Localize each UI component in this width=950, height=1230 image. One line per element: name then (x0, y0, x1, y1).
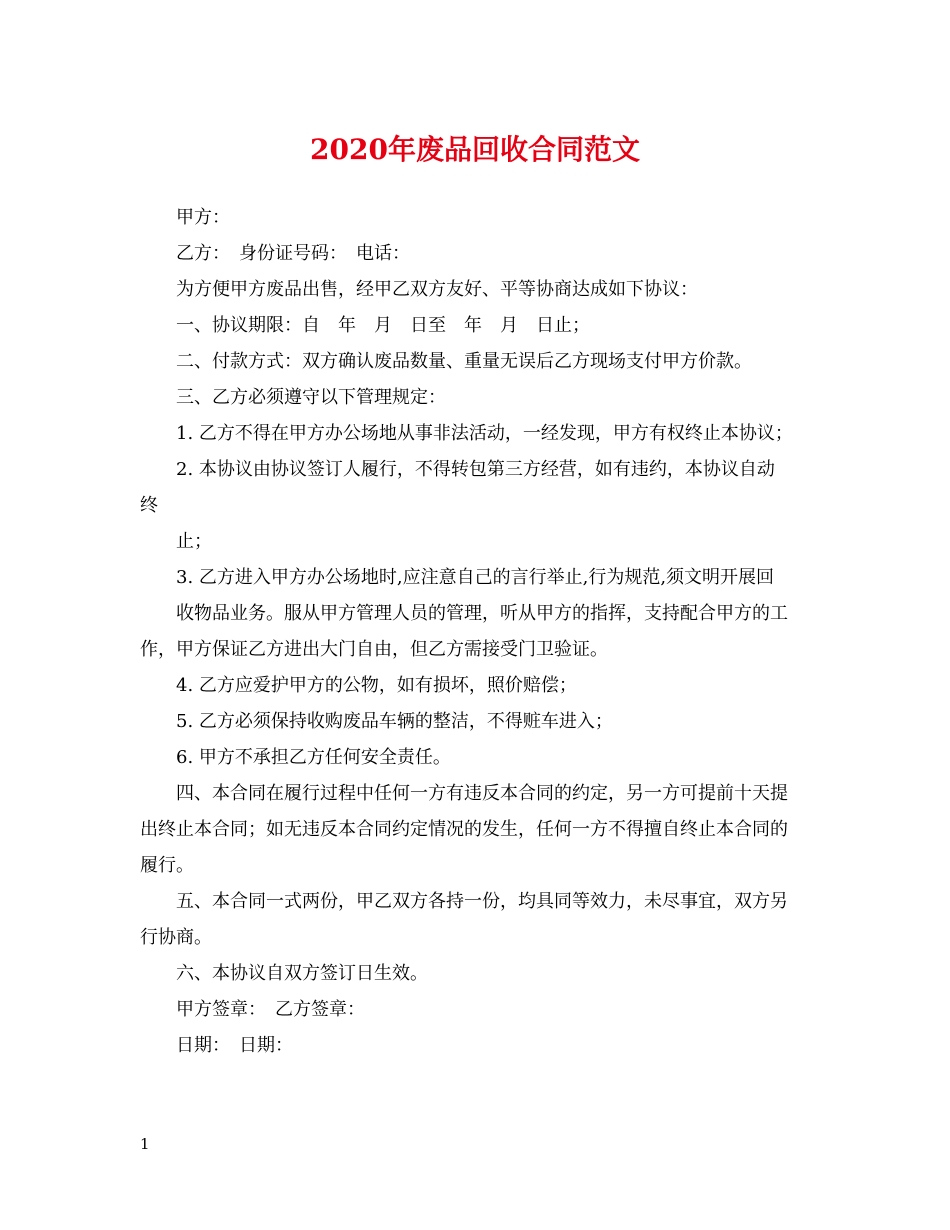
text-line: 甲方： (176, 207, 230, 228)
text-line: 3. 乙方进入甲方办公场地时,应注意自己的言行举止,行为规范,须文明开展回 (176, 567, 775, 588)
text-line: 六、本协议自双方签订日生效。 (176, 963, 428, 984)
page-number: 1 (140, 1135, 150, 1153)
text-line: 为方便甲方废品出售，经甲乙双方友好、平等协商达成如下协议： (176, 279, 698, 300)
text-line: 止； (176, 531, 212, 552)
text-line: 甲方签章： 乙方签章： (176, 999, 365, 1020)
text-line: 四、本合同在履行过程中任何一方有违反本合同的约定，另一方可提前十天提 (176, 783, 788, 804)
text-line: 日期： 日期： (176, 1035, 293, 1056)
document-title: 2020年废品回收合同范文 (310, 133, 640, 166)
text-line: 二、付款方式：双方确认废品数量、重量无误后乙方现场支付甲方价款。 (176, 351, 752, 372)
text-line: 五、本合同一式两份，甲乙双方各持一份，均具同等效力，未尽事宜，双方另 (176, 891, 788, 912)
text-line: 出终止本合同；如无违反本合同约定情况的发生，任何一方不得擅自终止本合同的 (140, 819, 788, 840)
text-line: 履行。 (140, 855, 194, 876)
text-line: 行协商。 (140, 927, 212, 948)
text-line: 2. 本协议由协议签订人履行，不得转包第三方经营，如有违约，本协议自动 (176, 459, 775, 480)
text-line: 三、乙方必须遵守以下管理规定： (176, 387, 446, 408)
document-body (140, 200, 812, 1064)
text-line: 4. 乙方应爱护甲方的公物，如有损坏，照价赔偿； (176, 675, 577, 696)
text-line: 收物品业务。服从甲方管理人员的管理，听从甲方的指挥，支持配合甲方的工 (176, 603, 788, 624)
text-line: 作，甲方保证乙方进出大门自由，但乙方需接受门卫验证。 (140, 639, 608, 660)
text-line: 乙方： 身份证号码： 电话： (176, 243, 410, 264)
text-line: 1. 乙方不得在甲方办公场地从事非法活动，一经发现，甲方有权终止本协议； (176, 423, 793, 444)
text-line: 5. 乙方必须保持收购废品车辆的整洁，不得赃车进入； (176, 711, 613, 732)
text-line: 6. 甲方不承担乙方任何安全责任。 (176, 747, 451, 768)
text-line: 一、协议期限：自 年 月 日至 年 月 日止； (176, 315, 590, 336)
text-line: 终 (140, 495, 158, 516)
